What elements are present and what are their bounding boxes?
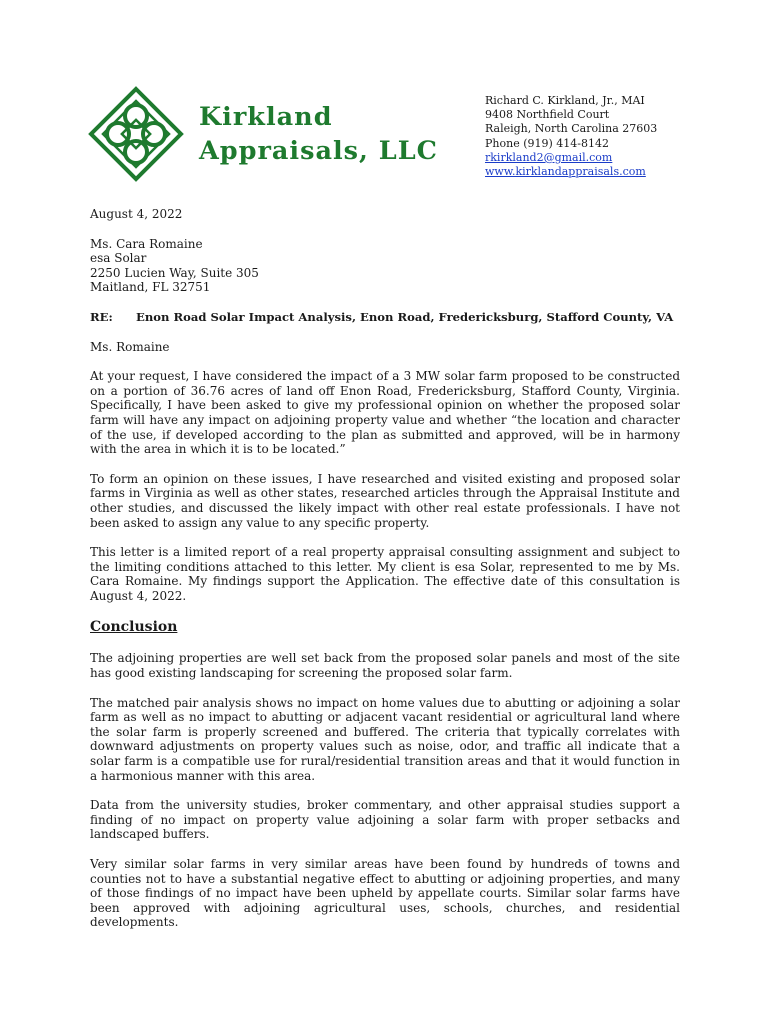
conclusion-heading: Conclusion xyxy=(90,619,178,636)
salutation: Ms. Romaine xyxy=(90,339,170,354)
contact-city: Raleigh, North Carolina 27603 xyxy=(485,122,658,136)
body-paragraph: At your request, I have considered the impact of a 3 MW solar farm proposed to be constructed on a portion of 36.76 acres of land off Enon Road, Fredericksburg, Stafford County, Virginia. Specifically, I have been asked to give my professional opinion on whether the proposed solar farm will have any impact on adjoining property value and whether “the location and character of the use, if developed according to the plan as submitted and approved, will be in harmony with the area in which it is to be located.” xyxy=(90,369,680,457)
contact-name: Richard C. Kirkland, Jr., MAI xyxy=(485,94,645,107)
subject-text: Enon Road Solar Impact Analysis, Enon Road, Fredericksburg, Stafford County, VA xyxy=(136,309,674,324)
contact-block xyxy=(485,94,657,179)
recipient-line: Ms. Cara Romaine xyxy=(90,236,203,251)
company-name-line1: Kirkland xyxy=(199,102,333,132)
conclusion-paragraph: The adjoining properties are well set back from the proposed solar panels and most of the site has good existing landscaping for screening the proposed solar farm. xyxy=(90,651,680,681)
subject-line xyxy=(90,310,680,325)
website-link[interactable]: www.kirklandappraisals.com xyxy=(485,165,646,179)
email-link[interactable]: rkirkland2@gmail.com xyxy=(485,150,613,164)
letter-date: August 4, 2022 xyxy=(90,207,183,221)
conclusion-paragraph: Data from the university studies, broker commentary, and other appraisal studies support a finding of no impact on property value adjoining a solar farm with proper setbacks and landscaped buffers. xyxy=(90,798,680,842)
recipient-line: esa Solar xyxy=(90,251,147,266)
conclusion-paragraph: The matched pair analysis shows no impact on home values due to abutting or adjoining a solar farm as well as no impact to abutting or adjacent vacant residential or agricultural land where the solar farm is properly screened and buffered. The criteria that typically correlates with downward adjustments on property values such as noise, odor, and traffic all indicate that a solar farm is a compatible use for rural/residential transition areas and that it would function in a harmonious manner with this area. xyxy=(90,695,680,783)
contact-phone: Phone (919) 414-8142 xyxy=(485,136,609,150)
recipient-line: 2250 Lucien Way, Suite 305 xyxy=(90,265,259,280)
letter-body xyxy=(90,207,680,930)
celtic-knot-logo-icon xyxy=(88,86,184,182)
company-name-line2: Appraisals, LLC xyxy=(199,136,438,166)
body-paragraph: This letter is a limited report of a real property appraisal consulting assignment and subject to the limiting conditions attached to this letter. My client is esa Solar, represented to me by Ms. Cara Romaine. My findings support the Application. The effective date of this consultation is August 4, 2022. xyxy=(90,545,680,603)
recipient-address xyxy=(90,237,680,295)
body-paragraph: To form an opinion on these issues, I have researched and visited existing and proposed solar farms in Virginia as well as other states, researched articles through the Appraisal Institute and other studies, and discussed the likely impact with other real estate professionals. I have not been asked to assign any value to any specific property. xyxy=(90,471,680,530)
conclusion-paragraph: Very similar solar farms in very similar areas have been found by hundreds of towns and counties not to have a substantial negative effect to abutting or adjoining properties, and many of those findings of no impact have been upheld by appellate courts. Similar solar farms have been approved with adjoining agricultural uses, schools, churches, and residential developments. xyxy=(90,857,680,930)
subject-label: RE: xyxy=(90,309,113,324)
recipient-line: Maitland, FL 32751 xyxy=(90,280,211,295)
contact-street: 9408 Northfield Court xyxy=(485,108,610,122)
company-name xyxy=(199,100,438,168)
